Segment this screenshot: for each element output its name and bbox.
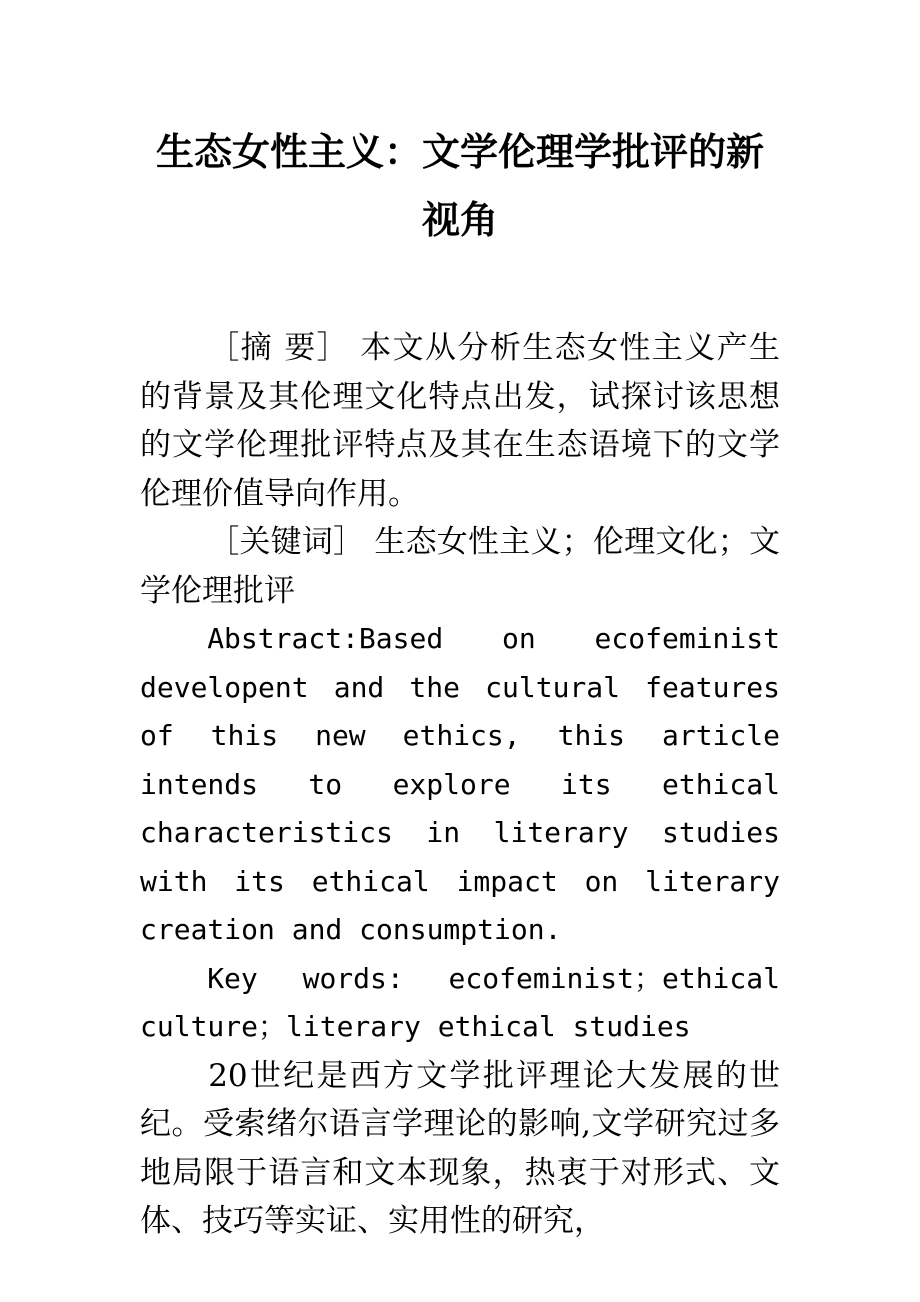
title-line-1: 生态女性主义：文学伦理学批评的新	[155, 130, 764, 174]
body-paragraph: 20世纪是西方文学批评理论大发展的世纪。受索绪尔语言学理论的影响,文学研究过多地局限于语言和文本现象，热衷于对形式、文体、技巧等实证、实用性的研究，	[140, 1057, 780, 1239]
abstract-english: Abstract:Based on ecofeminist developent and the cultural features of this new ethics, this article intends to explore its ethical characteristics in literary studies with its ethical impact on literary creation and consumption.	[140, 622, 780, 946]
document-title	[140, 0, 780, 254]
title-line-2: 视角	[421, 198, 498, 242]
keywords-chinese: ［关键词］ 生态女性主义；伦理文化；文学伦理批评	[140, 524, 780, 609]
keywords-english: Key words: ecofeminist；ethical culture；literary ethical studies	[140, 961, 780, 1043]
document-body	[140, 324, 780, 1246]
document-page	[140, 0, 780, 1246]
abstract-chinese: ［摘 要］ 本文从分析生态女性主义产生的背景及其伦理文化特点出发，试探讨该思想的文学伦理批评特点及其在生态语境下的文学伦理价值导向作用。	[140, 330, 780, 512]
